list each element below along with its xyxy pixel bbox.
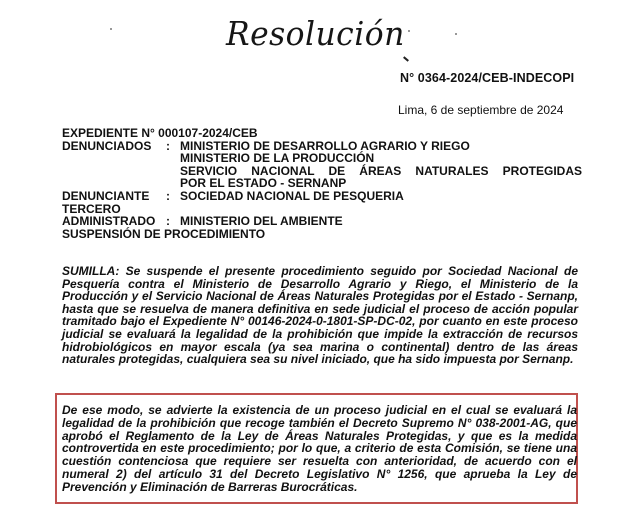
expediente-number: EXPEDIENTE N° 000107-2024/CEB (62, 126, 258, 140)
scan-speck (408, 30, 410, 32)
sumilla-paragraph: SUMILLA: Se suspende el presente procedimiento seguido por Sociedad Nacional de Pesquería contra el Ministerio de Desarrollo Agrario y Riego, el Ministerio de la Producción y el Servicio Nacional de Áreas Naturales Protegidas por el Estado - Sernanp, hasta que se resuelva de manera definitiva en sede judicial el proceso de acción popular tramitado bajo el Expediente N° 00146-2024-0-1801-SP-DC-02, por cuanto en este proceso judicial se evaluará la legalidad de la prohibición que impide la extracción de recursos hidrobiológicos en mayor escala (ya sea marina o continental) dentro de las áreas naturales protegidas, cualquiera sea su nivel iniciado, que ha sido impuesta por Sernanp. (62, 264, 578, 367)
date-line: Lima, 6 de septiembre de 2024 (398, 103, 564, 117)
subject-line: SUSPENSIÓN DE PROCEDIMIENTO (62, 226, 266, 241)
document-title: Resolución (226, 14, 405, 53)
case-metadata (62, 127, 582, 240)
denunciado-1: MINISTERIO DE DESARROLLO AGRARIO Y RIEGO (180, 138, 470, 153)
field-label: TERCERO (62, 201, 121, 216)
administrado-value: MINISTERIO DEL AMBIENTE (180, 214, 343, 229)
field-administrado (62, 215, 582, 228)
field-label: DENUNCIADOS (62, 138, 152, 153)
denunciado-3-cont: POR EL ESTADO - SERNANP (180, 176, 347, 191)
scan-mark (403, 56, 409, 61)
resolution-number: N° 0364-2024/CEB-INDECOPI (400, 71, 575, 85)
field-label: ADMINISTRADO (62, 214, 156, 229)
field-colon: : (166, 138, 170, 153)
field-denunciante (62, 190, 582, 203)
field-label: DENUNCIANTE (62, 188, 150, 203)
scan-speck (110, 28, 112, 30)
field-values (180, 140, 582, 190)
field-denunciados (62, 140, 582, 190)
denunciante-value: SOCIEDAD NACIONAL DE PESQUERIA (180, 188, 404, 203)
field-colon: : (166, 214, 170, 229)
denunciado-2: MINISTERIO DE LA PRODUCCIÓN (180, 151, 375, 166)
highlighted-paragraph: De ese modo, se advierte la existencia de un proceso judicial en el cual se evaluará la legalidad de la prohibición que recoge también el Decreto Supremo N° 038-2001-AG, que aprobó el Reglamento de la Ley de Áreas Naturales Protegidas, y que es la medida controvertida en este procedimiento; por lo que, a criterio de esta Comisión, se tiene una cuestión contenciosa que requiere ser resuelta con anterioridad, de acuerdo con el numeral 2) del artículo 31 del Decreto Legislativo N° 1256, que aprueba la Ley de Prevención y Eliminación de Barreras Burocráticas. (62, 403, 577, 494)
denunciado-3: SERVICIO NACIONAL DE ÁREAS NATURALES PROTEGIDAS (180, 163, 582, 178)
field-colon: : (166, 188, 170, 203)
scan-speck (455, 33, 457, 35)
